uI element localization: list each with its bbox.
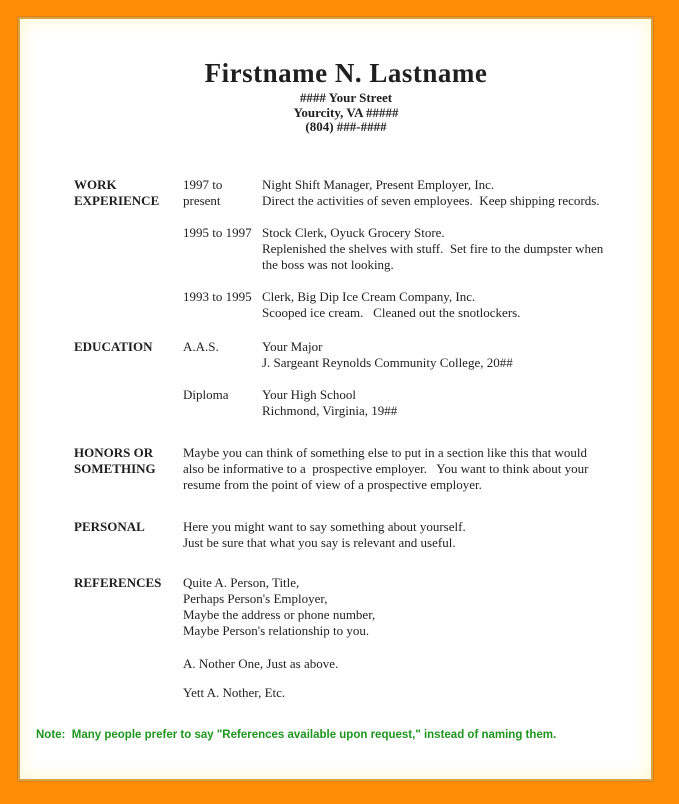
footer-note: Note: Many people prefer to say "References available upon request," instead of naming them. — [36, 728, 557, 741]
job-description — [262, 225, 618, 273]
references-list — [183, 575, 618, 701]
section-education — [74, 339, 618, 419]
job-dates: 1997 to present — [183, 176, 226, 208]
personal-text — [183, 519, 618, 551]
job-title: Stock Clerk, Oyuck Grocery Store. — [262, 224, 445, 240]
degree-details — [262, 339, 618, 371]
address-block — [74, 91, 618, 135]
reference-line: Quite A. Person, Title, — [183, 574, 300, 590]
degree-name: A.A.S. — [183, 338, 219, 354]
reference-line: Maybe the address or phone number, — [183, 606, 376, 622]
education-entry — [183, 387, 618, 419]
degree-details — [262, 387, 618, 419]
reference-entry: Yett A. Nother, Etc. — [183, 684, 286, 700]
person-name: Firstname N. Lastname — [204, 58, 488, 88]
address-city-state-zip: Yourcity, VA ##### — [293, 104, 399, 120]
work-experience-label: WORK EXPERIENCE — [74, 176, 160, 208]
work-experience-entries — [183, 177, 618, 321]
job-duties: Direct the activities of seven employees. Keep shipping records. — [262, 192, 600, 208]
education-entry — [183, 339, 618, 371]
degree-school: Richmond, Virginia, 19## — [262, 402, 398, 418]
job-title: Night Shift Manager, Present Employer, Inc. — [262, 176, 495, 192]
address-phone: (804) ###-#### — [305, 119, 387, 134]
education-label: EDUCATION — [74, 338, 153, 354]
page-content — [17, 16, 654, 742]
job-duties: Scooped ice cream. Cleaned out the snotlockers. — [262, 304, 521, 320]
section-work-experience — [74, 177, 618, 321]
job-entry — [183, 225, 618, 273]
section-honors — [74, 445, 618, 493]
section-references — [74, 575, 618, 701]
degree-major: Your Major — [262, 338, 323, 354]
job-duties: Replenished the shelves with stuff. Set fire to the dumpster when the boss was not looking. — [262, 240, 607, 272]
honors-label: HONORS OR SOMETHING — [74, 444, 156, 476]
job-description — [262, 289, 618, 321]
personal-label: PERSONAL — [74, 518, 145, 534]
personal-line: Just be sure that what you say is relevant and useful. — [183, 534, 456, 550]
reference-line: Maybe Person's relationship to you. — [183, 622, 370, 638]
degree-major: Your High School — [262, 386, 357, 402]
job-entry — [183, 289, 618, 321]
education-entries — [183, 339, 618, 419]
job-entry — [183, 177, 618, 209]
job-dates: 1993 to 1995 — [183, 288, 252, 304]
references-label: REFERENCES — [74, 574, 162, 590]
honors-text: Maybe you can think of something else to put in a section like this that would also be informative to a prospective employer. You want to think about your resume from the point of view of a prospective employer. — [183, 444, 592, 492]
job-dates: 1995 to 1997 — [183, 224, 252, 240]
resume-header — [74, 58, 618, 135]
degree-school: J. Sargeant Reynolds Community College, 20## — [262, 354, 513, 370]
job-title: Clerk, Big Dip Ice Cream Company, Inc. — [262, 288, 476, 304]
degree-name: Diploma — [183, 386, 229, 402]
section-personal — [74, 519, 618, 551]
reference-entry: A. Nother One, Just as above. — [183, 655, 339, 671]
reference-entry — [183, 575, 618, 639]
personal-line: Here you might want to say something about yourself. — [183, 518, 466, 534]
address-street: #### Your Street — [299, 90, 393, 105]
job-description — [262, 177, 618, 209]
reference-line: Perhaps Person's Employer, — [183, 590, 328, 606]
